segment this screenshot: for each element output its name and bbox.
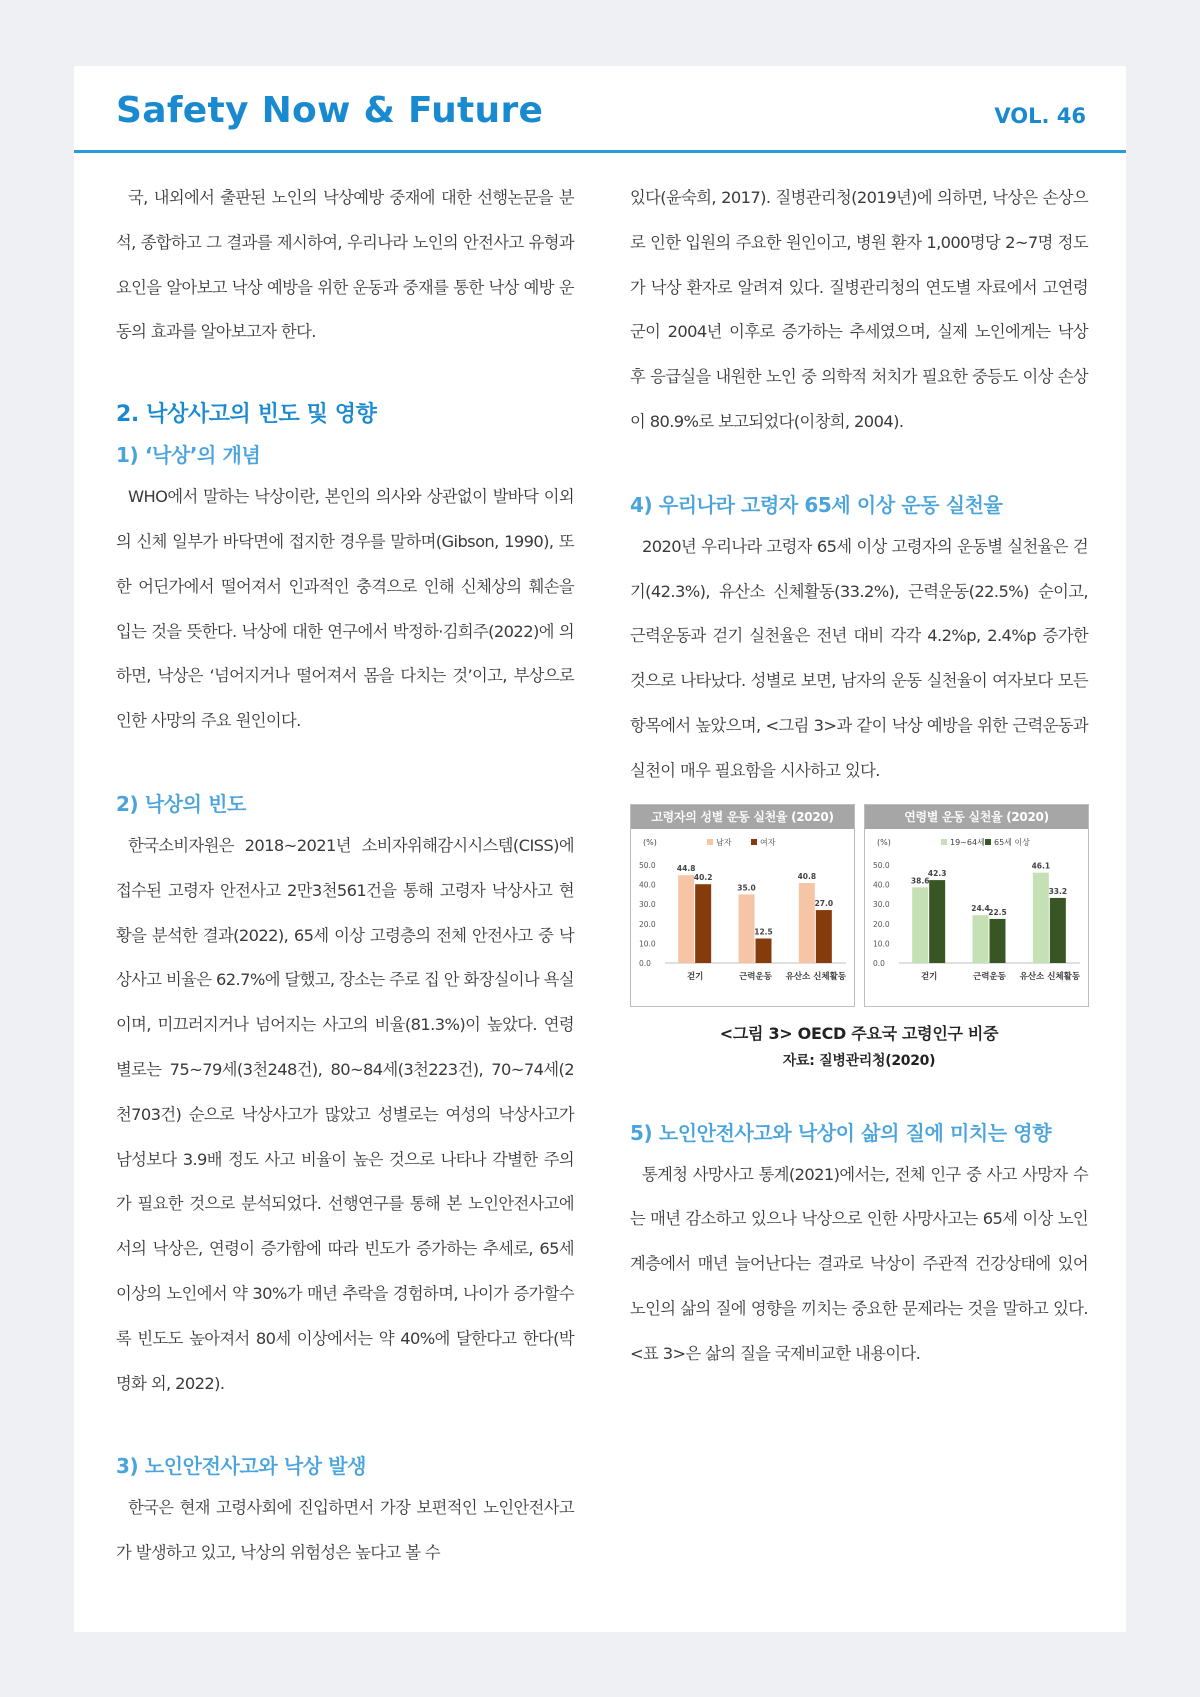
data-label: 46.1 [1031, 861, 1051, 871]
bar [912, 887, 928, 963]
document-page [74, 66, 1126, 1632]
legend-label: 여자 [760, 837, 776, 847]
subsection-5-paragraph: 통계청 사망사고 통계(2021)에서는, 전체 인구 중 사고 사망자 수는 매년 감소하고 있으나 낙상으로 인한 사망사고는 65세 이상 노인 계층에서 매년 늘어난다는 결과로 낙상이 주관적 건강상태에 있어 노인의 삶의 질에 영향을 끼치는 중요한 문제라는 것을 말하고 있다. <표 3>은 삶의 질을 국제비교한 내용이다. [630, 1164, 1088, 1363]
subsection-3-paragraph: 한국은 현재 고령사회에 진입하면서 가장 보편적인 노인안전사고가 발생하고 있고, 낙상의 위험성은 높다고 볼 수 [116, 1498, 574, 1563]
y-tick-label: 50.0 [639, 860, 656, 870]
legend-swatch [985, 839, 991, 845]
x-tick-label: 유산소 신체활동 [785, 971, 847, 982]
y-tick-label: 40.0 [639, 880, 656, 890]
bar [816, 910, 832, 963]
chart-title: 고령자의 성별 운동 실천율 (2020) [631, 805, 854, 829]
y-tick-label: 20.0 [873, 919, 890, 929]
subsection-4-paragraph: 2020년 우리나라 고령자 65세 이상 고령자의 운동별 실천율은 걷기(42.3%), 유산소 신체활동(33.2%), 근력운동(22.5%) 순이고, 근력운동과 걷기 실천율은 전년 대비 각각 4.2%p, 2.4%p 증가한 것으로 나타났다. 성별로 보면, 남자의 운동 실천율이 여자보다 모든 항목에서 높았으며, <그림 3>과 같이 낙상 예방을 위한 근력운동과 실천이 매우 필요함을 시사하고 있다. [630, 536, 1088, 780]
chart-by-gender-plot [631, 829, 854, 1006]
subsection-2-paragraph: 한국소비자원은 2018~2021년 소비자위해감시시스템(CISS)에 접수된 고령자 안전사고 2만3천561건을 통해 고령자 낙상사고 현황을 분석한 결과(2022), 65세 이상 고령층의 전체 안전사고 중 낙상사고 비율은 62.7%에 달했고, 장소는 주로 집 안 화장실이나 욕실이며, 미끄러지거나 넘어지는 사고의 비율(81.3%)이 높았다. 연령별로는 75~79세(3천248건), 80~84세(3천223건), 70~74세(2천703건) 순으로 낙상사고가 많았고 성별로는 여성의 낙상사고가 남성보다 3.9배 정도 사고 비율이 높은 것으로 나타나 각별한 주의가 필요한 것으로 분석되었다. 선행연구를 통해 본 노인안전사고에서의 낙상은, 연령이 증가함에 따라 빈도가 증가하는 추세로, 65세 이상의 노인에서 약 30%가 매년 추락을 경험하며, 나이가 증가할수록 빈도도 높아져서 80세 이상에서는 약 40%에 달한다고 한다(박명화 외, 2022). [116, 835, 574, 1393]
data-label: 40.8 [797, 871, 817, 881]
legend-label: 65세 이상 [994, 837, 1030, 847]
x-tick-label: 근력운동 [973, 971, 1006, 982]
bar [756, 938, 772, 963]
data-label: 35.0 [737, 882, 756, 892]
bar [929, 880, 945, 963]
page-header [74, 66, 1126, 154]
chart-by-age [864, 804, 1089, 1007]
subsection-2-heading: 2) 낙상의 빈도 [116, 791, 246, 816]
x-tick-label: 근력운동 [739, 971, 772, 982]
y-tick-label: 50.0 [873, 860, 890, 870]
bar [799, 883, 815, 963]
subsection-1-paragraph: WHO에서 말하는 낙상이란, 본인의 의사와 상관없이 발바닥 이외의 신체 일부가 바닥면에 접지한 경우를 말하며(Gibson, 1990), 또한 어딘가에서 떨어져서 인과적인 충격으로 인해 신체상의 훼손을 입는 것을 뜻한다. 낙상에 대한 연구에서 박정하·김희주(2022)에 의하면, 낙상은 ‘넘어지거나 떨어져서 몸을 다치는 것’이고, 부상으로 인한 사망의 주요 원인이다. [116, 487, 574, 731]
y-tick-label: 20.0 [639, 919, 656, 929]
bar [990, 918, 1006, 962]
chart-title: 연령별 운동 실천율 (2020) [865, 805, 1088, 829]
subsection-5-heading: 5) 노인안전사고와 낙상이 삶의 질에 미치는 영향 [630, 1120, 1052, 1145]
data-label: 12.5 [754, 927, 773, 937]
y-tick-label: 10.0 [873, 938, 890, 948]
legend-swatch [941, 839, 947, 845]
magazine-title: Safety Now & Future [116, 90, 544, 131]
data-label: 22.5 [988, 907, 1007, 917]
y-tick-label: 10.0 [639, 938, 656, 948]
legend-swatch [707, 839, 713, 845]
data-label: 42.3 [927, 868, 947, 878]
bar [678, 875, 694, 963]
subsection-4-heading: 4) 우리나라 고령자 65세 이상 운동 실천율 [630, 492, 1003, 517]
data-label: 40.2 [693, 872, 713, 882]
figure-caption: <그림 3> OECD 주요국 고령인구 비중 [719, 1023, 999, 1043]
subsection-3-heading: 3) 노인안전사고와 낙상 발생 [116, 1454, 367, 1479]
x-tick-label: 유산소 신체활동 [1019, 971, 1081, 982]
bar [973, 915, 989, 963]
data-label: 33.2 [1048, 886, 1068, 896]
y-tick-label: 0.0 [873, 958, 885, 968]
y-tick-label: 30.0 [639, 899, 656, 909]
figure-source: 자료: 질병관리청(2020) [782, 1052, 936, 1069]
left-column [116, 176, 574, 1576]
bar [1050, 897, 1066, 962]
figure-3-charts [630, 804, 1088, 1009]
intro-paragraph: 국, 내외에서 출판된 노인의 낙상예방 중재에 대한 선행논문을 분석, 종합하고 그 결과를 제시하여, 우리나라 노인의 안전사고 유형과 요인을 알아보고 낙상 예방을 위한 운동과 중재를 통한 낙상 예방 운동의 효과를 알아보고자 한다. [116, 188, 574, 342]
bar [739, 894, 755, 963]
legend-label: 남자 [716, 837, 732, 847]
continued-paragraph: 있다(윤숙희, 2017). 질병관리청(2019년)에 의하면, 낙상은 손상으로 인한 입원의 주요한 원인이고, 병원 환자 1,000명당 2~7명 정도가 낙상 환자로 알려져 있다. 질병관리청의 연도별 자료에서 고연령 군이 2004년 이후로 증가하는 추세였으며, 실제 노인에게는 낙상 후 응급실을 내원한 노인 중 의학적 처치가 필요한 중등도 이상 손상이 80.9%로 보고되었다(이창희, 2004). [630, 188, 1088, 431]
bar [1033, 872, 1049, 962]
legend-swatch [751, 839, 757, 845]
data-label: 38.6 [910, 875, 930, 885]
chart-by-gender [630, 804, 855, 1007]
legend-label: 19~64세 [950, 837, 985, 847]
chart-by-age-plot [865, 829, 1088, 1006]
x-tick-label: 걷기 [920, 971, 938, 982]
y-tick-label: 40.0 [873, 880, 890, 890]
y-tick-label: 30.0 [873, 899, 890, 909]
header-divider [74, 150, 1126, 153]
data-label: 27.0 [814, 898, 834, 908]
bar [695, 884, 711, 963]
y-tick-label: 0.0 [639, 958, 651, 968]
x-tick-label: 걷기 [686, 971, 704, 982]
y-unit-label: (%) [643, 837, 657, 847]
volume-number: VOL. 46 [994, 104, 1086, 128]
section-2-heading: 2. 낙상사고의 빈도 및 영향 [116, 402, 377, 428]
y-unit-label: (%) [877, 837, 891, 847]
subsection-1-heading: 1) ‘낙상’의 개념 [116, 443, 261, 468]
right-column [630, 176, 1088, 1377]
data-label: 24.4 [971, 903, 990, 913]
data-label: 44.8 [676, 863, 696, 873]
